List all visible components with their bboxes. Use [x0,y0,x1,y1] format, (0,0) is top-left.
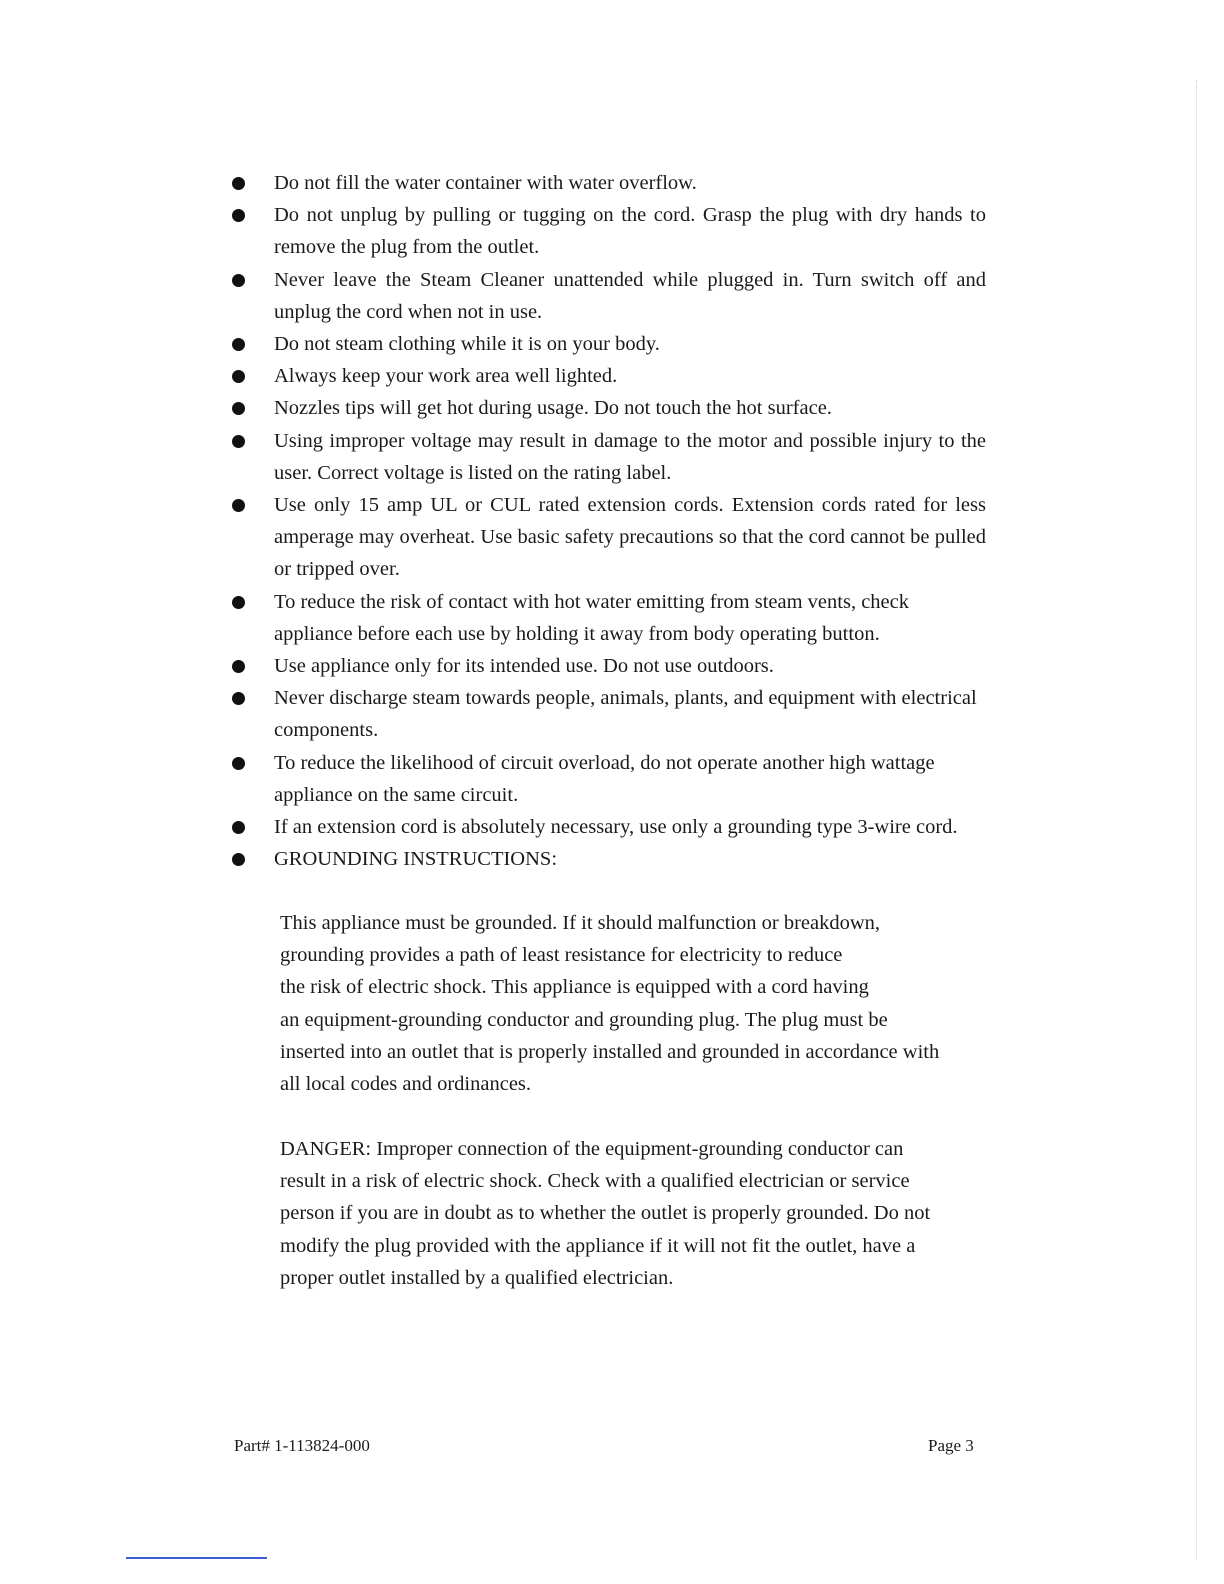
bullet-text: Do not unplug by pulling or tugging on the cord. Grasp the plug with dry hands to remove the plug from the outlet. [274,204,986,259]
bullet-dot-icon [232,274,245,287]
bullet-text: To reduce the likelihood of circuit overload, do not operate another high wattage appliance on the same circuit. [274,751,935,806]
bullet-item [226,650,986,682]
bullet-text: Never discharge steam towards people, animals, plants, and equipment with electrical components. [274,687,977,742]
bullet-dot-icon [232,370,245,383]
bullet-dot-icon [232,338,245,351]
bullet-dot-icon [232,596,245,609]
bullet-item [226,264,986,328]
bullet-dot-icon [232,853,245,866]
bullet-item [226,811,986,843]
bullet-text: Nozzles tips will get hot during usage. Do not touch the hot surface. [274,397,832,420]
bullet-item [226,489,986,586]
bullet-dot-icon [232,660,245,673]
bullet-text: If an extension cord is absolutely necessary, use only a grounding type 3-wire cord. [274,816,958,839]
bullet-text: GROUNDING INSTRUCTIONS: [274,848,558,871]
bullet-item [226,586,986,650]
bullet-item [226,199,986,263]
bullet-item [226,747,986,811]
bullet-dot-icon [232,402,245,415]
bullet-dot-icon [232,177,245,190]
scan-artifact-line [126,1557,267,1559]
bullet-dot-icon [232,692,245,705]
scan-edge-line [1196,80,1197,1560]
bullet-dot-icon [232,209,245,222]
bullet-text: Use appliance only for its intended use. Do not use outdoors. [274,655,774,678]
danger-warning-paragraph: DANGER: Improper connection of the equipment-grounding conductor can result in a risk of electric shock. Check with a qualified electrician or service person if you are in doubt as to whether the outlet is properly grounded. Do not modify the plug provided with the appliance if it will not fit the outlet, have a proper outlet installed by a qualified electrician. [280,1138,931,1289]
grounding-instructions-paragraph: This appliance must be grounded. If it should malfunction or breakdown, grounding provides a path of least resistance for electricity to reduce the risk of electric shock. This appliance is equipped with a cord having an equipment-grounding conductor and grounding plug. The plug must be inserted into an outlet that is properly installed and grounded in accordance with all local codes and ordinances. [280,912,940,1096]
footer-page-number: Page 3 [928,1436,974,1455]
bullet-dot-icon [232,821,245,834]
safety-bullet-list [226,167,986,875]
bullet-item [226,167,986,199]
bullet-text: Do not fill the water container with water overflow. [274,172,697,194]
bullet-text: Use only 15 amp UL or CUL rated extension cords. Extension cords rated for less amperage may overheat. Use basic safety precautions so that the cord cannot be pulled or tripped over. [274,494,986,581]
bullet-text: Never leave the Steam Cleaner unattended while plugged in. Turn switch off and unplug the cord when not in use. [274,268,986,323]
bullet-item [226,360,986,392]
bullet-item [226,682,986,746]
bullet-item [226,425,986,489]
bullet-text: To reduce the risk of contact with hot water emitting from steam vents, check appliance before each use by holding it away from body operating button. [274,590,909,645]
bullet-text: Do not steam clothing while it is on your body. [274,333,660,356]
bullet-item [226,328,986,360]
bullet-dot-icon [232,757,245,770]
bullet-text: Using improper voltage may result in damage to the motor and possible injury to the user. Correct voltage is listed on the rating label. [274,429,986,484]
footer-part-number: Part# 1-113824-000 [234,1436,370,1455]
bullet-item [226,392,986,424]
bullet-dot-icon [232,435,245,448]
bullet-item-grounding-heading [226,843,986,875]
bullet-dot-icon [232,499,245,512]
bullet-text: Always keep your work area well lighted. [274,365,618,388]
